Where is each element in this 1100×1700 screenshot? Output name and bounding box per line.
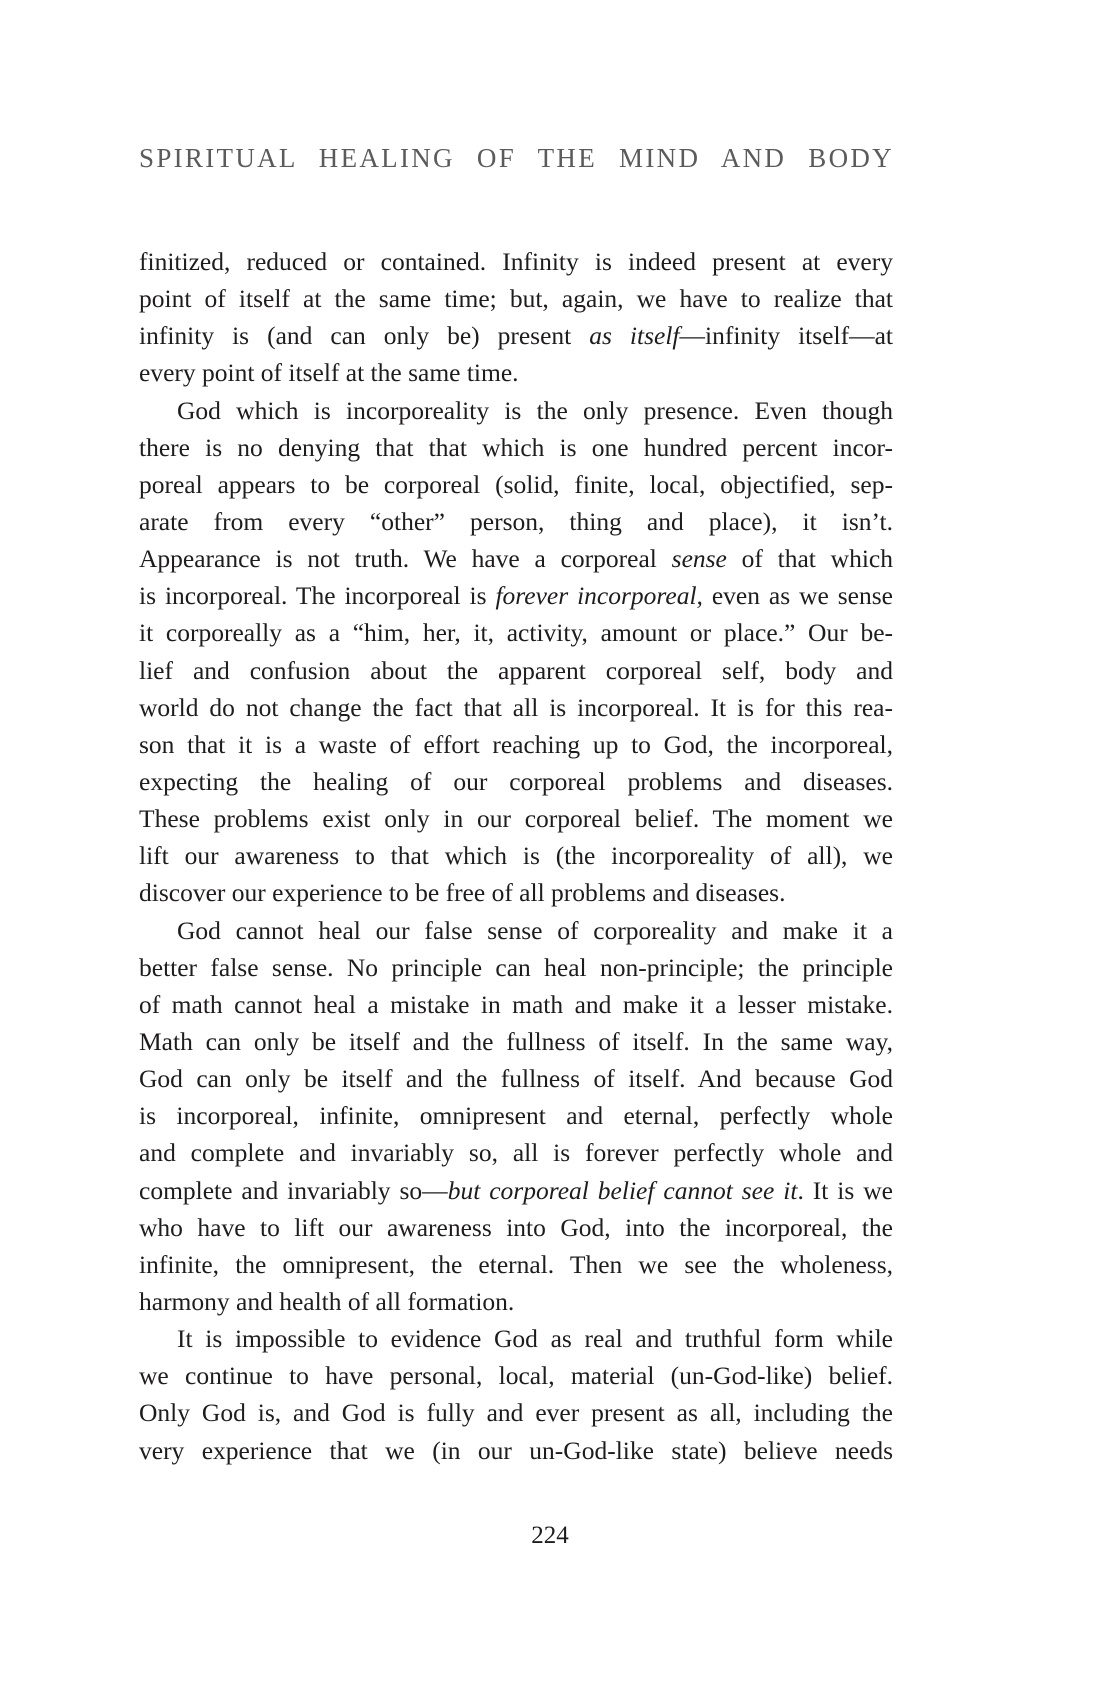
body-text: [139, 243, 893, 1469]
text-line: and complete and invariably so, all is forever perfectly whole and: [139, 1138, 893, 1168]
text-line: we continue to have personal, local, material (un-God-like) belief.: [139, 1361, 893, 1391]
text-line: there is no denying that that which is one hundred percent incor-: [139, 432, 893, 462]
page-number: 224: [531, 1522, 569, 1549]
text-line: is incorporeal, infinite, omnipresent and eternal, perfectly whole: [139, 1101, 893, 1131]
text-line: expecting the healing of our corporeal problems and diseases.: [139, 766, 893, 796]
text-line: God can only be itself and the fullness of itself. And because God: [139, 1064, 893, 1094]
text-line: complete and invariably so—but corporeal belief cannot see it. It is we: [139, 1175, 893, 1205]
text-line: world do not change the fact that all is incorporeal. It is for this rea-: [139, 692, 893, 722]
text-line: infinity is (and can only be) present as itself—infinity itself—at: [139, 321, 893, 351]
paragraph-end-line: every point of itself at the same time.: [139, 358, 519, 388]
emphasis: sense: [671, 544, 727, 574]
text-line: finitized, reduced or contained. Infinity is indeed present at every: [139, 247, 893, 276]
text-line: better false sense. No principle can heal non-principle; the principle: [139, 952, 893, 982]
text-line: Appearance is not truth. We have a corporeal sense of that which: [139, 544, 893, 574]
text-line: son that it is a waste of effort reaching up to God, the incorporeal,: [139, 729, 893, 759]
text-line: These problems exist only in our corporeal belief. The moment we: [139, 804, 893, 834]
text-line: it corporeally as a “him, her, it, activity, amount or place.” Our be-: [139, 618, 893, 648]
paragraph-start-line: God cannot heal our false sense of corporeality and make it a: [177, 915, 893, 945]
running-head: SPIRITUAL HEALING OF THE MIND AND BODY: [139, 143, 894, 173]
text-line: arate from every “other” person, thing and place), it isn’t.: [139, 506, 893, 536]
text-line: very experience that we (in our un-God-like state) believe needs: [139, 1435, 893, 1465]
paragraph-start-line: It is impossible to evidence God as real and truthful form while: [177, 1324, 893, 1354]
text-line: lief and confusion about the apparent corporeal self, body and: [139, 655, 893, 685]
emphasis: as itself: [589, 321, 680, 351]
text-line: Only God is, and God is fully and ever present as all, including the: [139, 1398, 893, 1428]
text-line: infinite, the omnipresent, the eternal. Then we see the wholeness,: [139, 1249, 893, 1279]
text-line: of math cannot heal a mistake in math and make it a lesser mistake.: [139, 989, 893, 1019]
emphasis: but corporeal belief cannot see it: [447, 1175, 798, 1205]
text-line: point of itself at the same time; but, again, we have to realize that: [139, 284, 893, 314]
text-line: poreal appears to be corporeal (solid, finite, local, objectified, sep-: [139, 469, 893, 499]
text-line: who have to lift our awareness into God, into the incorporeal, the: [139, 1212, 893, 1242]
emphasis: forever incorporeal,: [495, 581, 703, 611]
paragraph-end-line: harmony and health of all formation.: [139, 1286, 515, 1316]
paragraph-end-line: discover our experience to be free of all problems and diseases.: [139, 878, 786, 908]
text-line: is incorporeal. The incorporeal is forever incorporeal, even as we sense: [139, 581, 893, 611]
text-line: Math can only be itself and the fullness of itself. In the same way,: [139, 1026, 893, 1056]
paragraph-start-line: God which is incorporeality is the only presence. Even though: [177, 395, 893, 425]
text-line: lift our awareness to that which is (the incorporeality of all), we: [139, 841, 893, 871]
